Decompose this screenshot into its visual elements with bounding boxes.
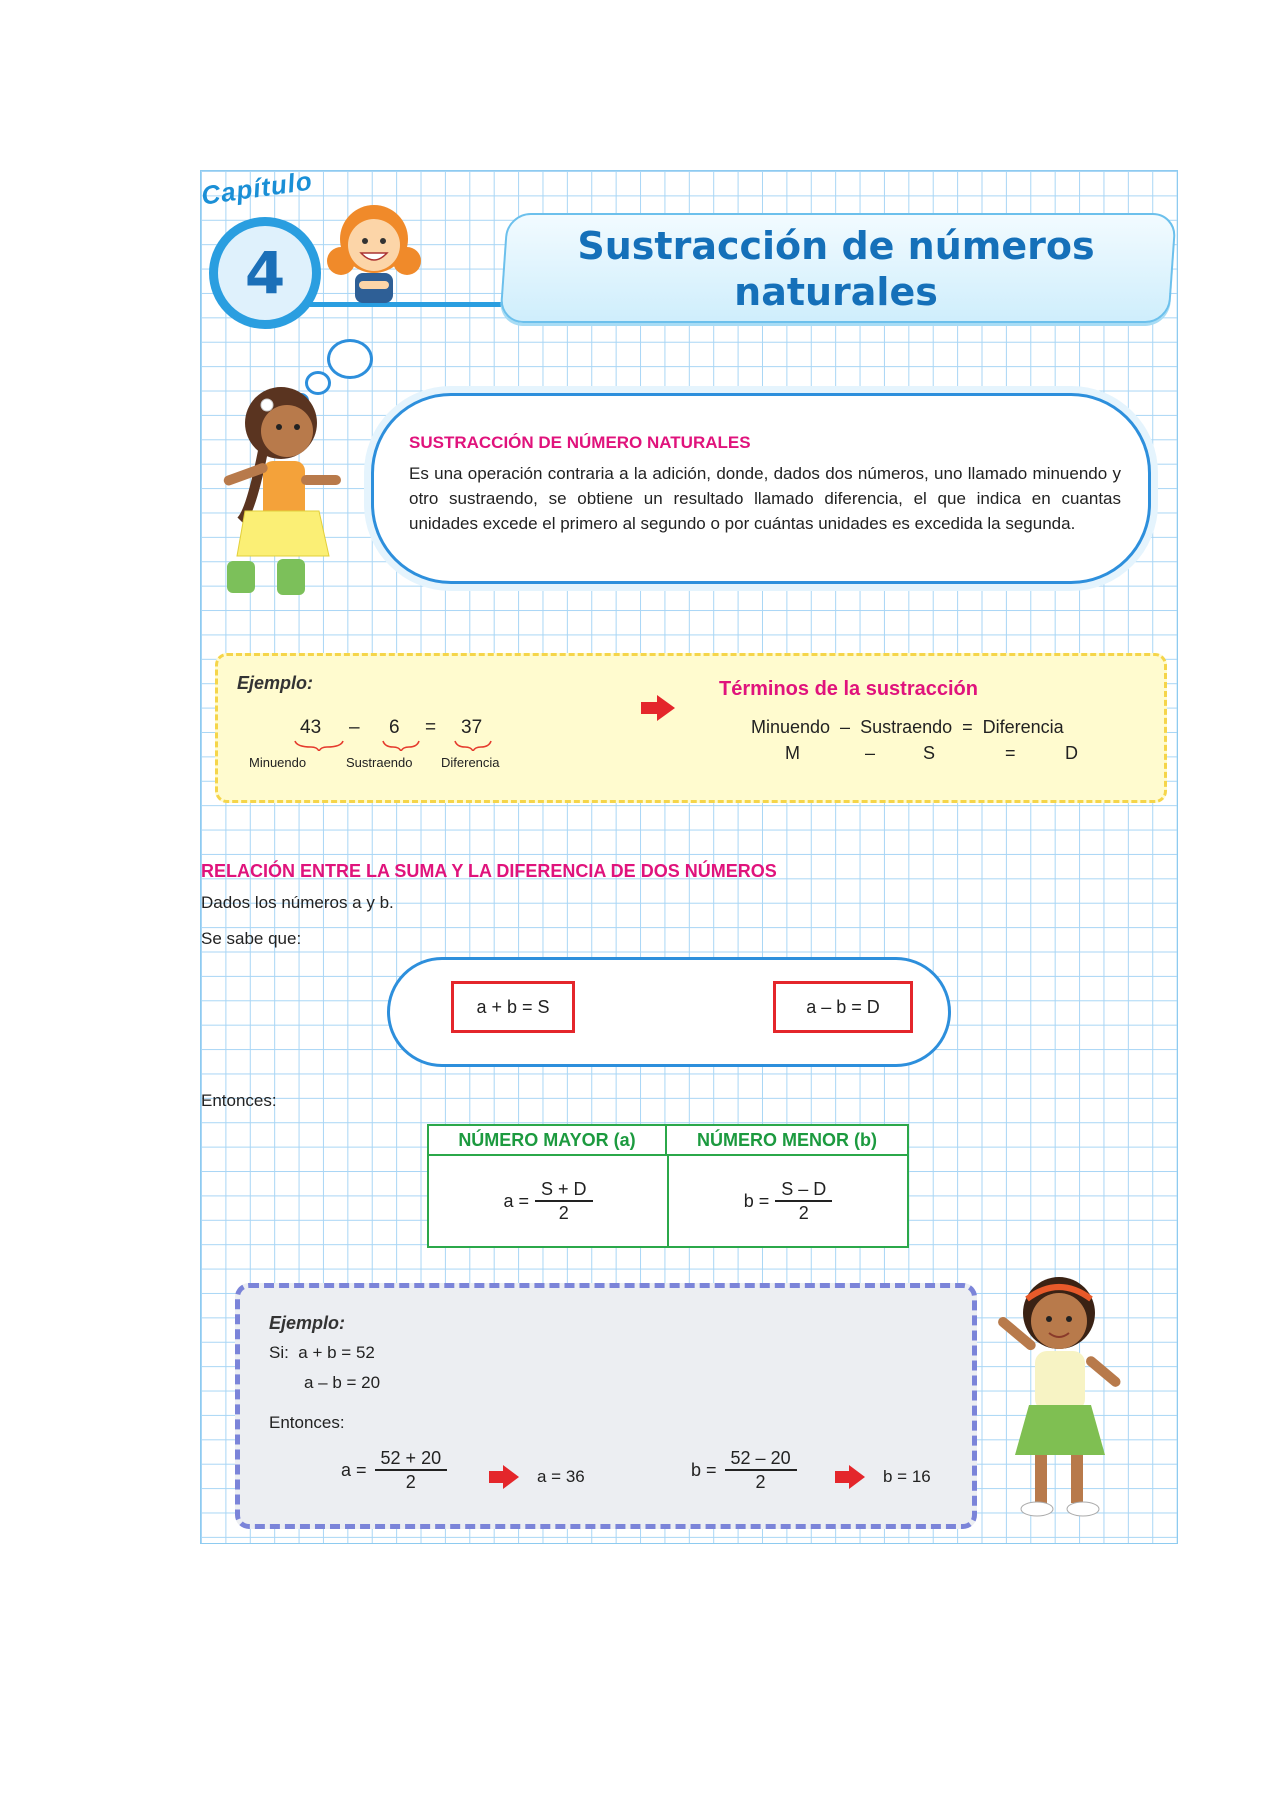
minuend-value: 43 (300, 717, 322, 738)
example2-a-numerator: 52 + 20 (375, 1447, 448, 1471)
terms-S: S (923, 743, 936, 763)
minus-sign: – (349, 717, 360, 738)
formula-b (669, 1156, 907, 1246)
relation-then: Entonces: (201, 1091, 277, 1110)
example2-line2: a – b = 20 (304, 1373, 381, 1392)
example2-b-denominator: 2 (755, 1472, 766, 1492)
terms-M: M (785, 743, 800, 763)
example2-b-result: b = 16 (883, 1467, 931, 1486)
formula-a-denominator: 2 (558, 1203, 569, 1223)
table-header-minor: NÚMERO MENOR (b) (667, 1126, 907, 1156)
example2-then: Entonces: (269, 1413, 345, 1432)
relation-known: Se sabe que: (201, 929, 302, 948)
formula-b-denominator: 2 (798, 1203, 809, 1223)
example2-a-denominator: 2 (405, 1472, 416, 1492)
formula-a-lhs: a = (503, 1190, 529, 1211)
example2-b-calc (691, 1447, 797, 1493)
example2-label: Ejemplo: (269, 1313, 346, 1333)
formula-b-numerator: S – D (775, 1178, 832, 1202)
terms-title: Términos de la sustracción (719, 678, 978, 700)
sum-equation: a + b = S (451, 981, 575, 1033)
arrow-right-icon (641, 695, 677, 721)
difference-label: Diferencia (441, 755, 500, 770)
subtrahend-label: Sustraendo (346, 755, 413, 770)
terms-equals: = (1005, 743, 1016, 763)
example2-b-fraction (725, 1447, 797, 1493)
example2-a-calc (341, 1447, 447, 1493)
chapter-word: Capítulo (199, 165, 315, 211)
formula-a-fraction (535, 1178, 593, 1224)
terms-words: Minuendo – Sustraendo = Diferencia (751, 717, 1064, 737)
example2-b-lhs: b = (691, 1459, 717, 1480)
difference-value: 37 (461, 717, 483, 738)
minuend-label: Minuendo (249, 755, 307, 770)
terms-D: D (1065, 743, 1078, 763)
formula-b-fraction (775, 1178, 832, 1224)
formula-table (427, 1124, 909, 1248)
girl-redhead-illustration (319, 191, 429, 311)
formula-a (429, 1156, 667, 1246)
definition-heading: SUSTRACCIÓN DE NÚMERO NATURALES (409, 433, 751, 452)
girl-waving-illustration (987, 1265, 1137, 1525)
example2-b-numerator: 52 – 20 (725, 1447, 797, 1471)
girl-thinking-illustration (201, 371, 351, 599)
underbraces (261, 739, 501, 751)
subtrahend-value: 6 (389, 717, 400, 738)
terms-minus: – (865, 743, 876, 763)
formula-a-numerator: S + D (535, 1178, 593, 1202)
arrow-right-icon (835, 1465, 867, 1489)
arrow-right-icon (489, 1465, 521, 1489)
equals-sign: = (425, 717, 437, 738)
chapter-number: 4 (244, 239, 286, 307)
example2-a-result: a = 36 (537, 1467, 585, 1486)
table-header-major: NÚMERO MAYOR (a) (429, 1126, 667, 1156)
example-label: Ejemplo: (237, 673, 314, 693)
relation-heading: RELACIÓN ENTRE LA SUMA Y LA DIFERENCIA DE DOS NÚMEROS (201, 861, 777, 881)
definition-text: Es una operación contraria a la adición, donde, dados dos números, uno llamado minuendo y otro sustraendo, se obtiene un resultado llamado diferencia, el que indica en cuantas unidades excede el primero al segundo o por cuántas unidades es excedida la segunda. (409, 464, 1121, 533)
example2-line1: Si: a + b = 52 (269, 1343, 375, 1362)
relation-given: Dados los números a y b. (201, 893, 394, 912)
worksheet-page (199, 165, 1178, 1544)
chapter-badge (209, 217, 321, 329)
example2-a-fraction (375, 1447, 448, 1493)
difference-equation: a – b = D (773, 981, 913, 1033)
example2-a-lhs: a = (341, 1459, 367, 1480)
formula-b-lhs: b = (743, 1190, 770, 1211)
page-title: Sustracción de números naturales (577, 224, 1095, 314)
